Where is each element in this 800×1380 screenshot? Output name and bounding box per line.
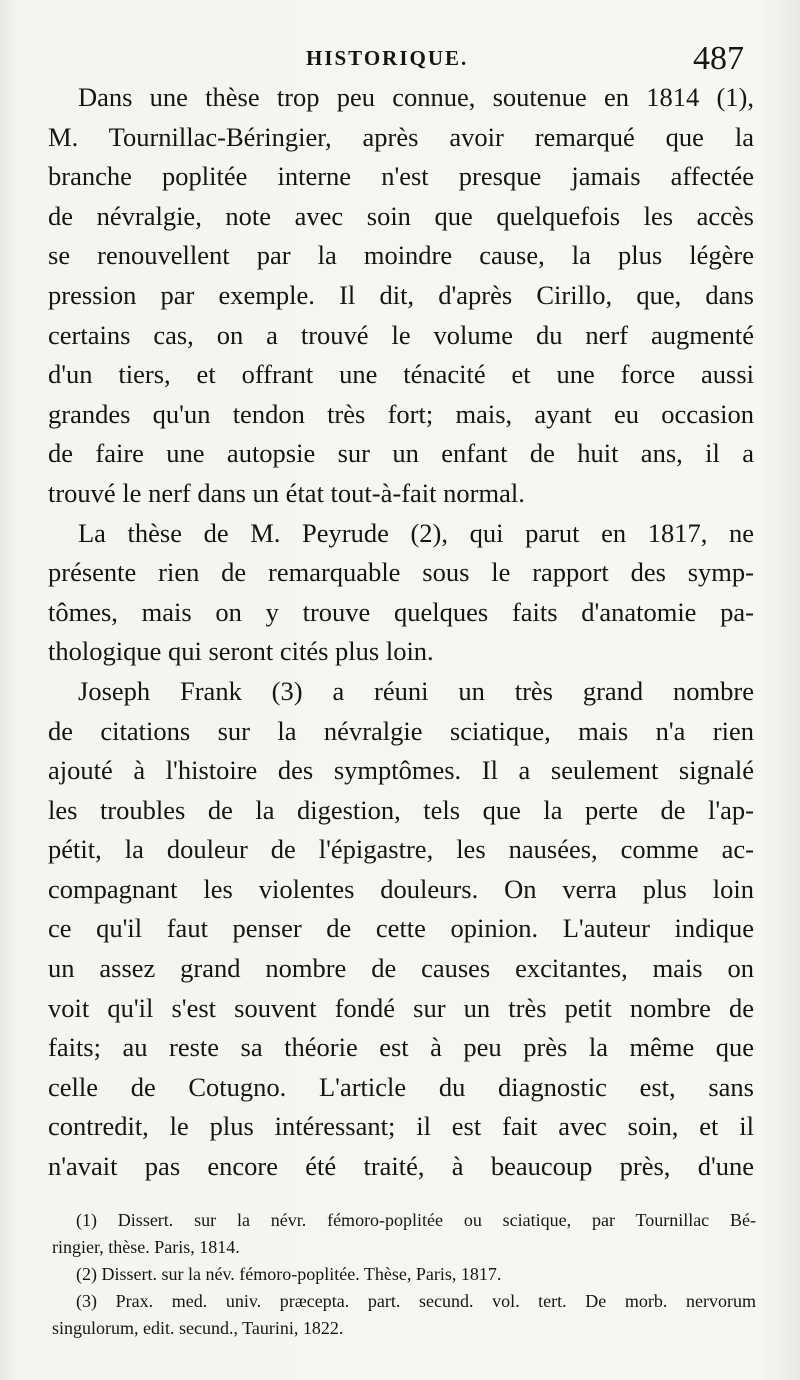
text-line: voit qu'il s'est souvent fondé sur un très petit nombre de bbox=[48, 992, 754, 1023]
footnote-line: singulorum, edit. secund., Taurini, 1822. bbox=[52, 1318, 344, 1338]
text-line: n'avait pas encore été traité, à beaucoup près, d'une bbox=[48, 1151, 754, 1182]
text-line: M. Tournillac-Béringier, après avoir remarqué que la bbox=[48, 121, 754, 152]
text-line: Joseph Frank (3) a réuni un très grand nombre bbox=[78, 675, 754, 706]
text-line: d'un tiers, et offrant une ténacité et une force aussi bbox=[48, 359, 754, 390]
text-line: de citations sur la névralgie sciatique, mais n'a rien bbox=[48, 715, 754, 746]
text-line: ajouté à l'histoire des symptômes. Il a seulement signalé bbox=[48, 755, 754, 786]
running-head: HISTORIQUE. bbox=[306, 46, 469, 70]
text-line: un assez grand nombre de causes excitantes, mais on bbox=[48, 953, 754, 984]
text-line: pétit, la douleur de l'épigastre, les nausées, comme ac- bbox=[48, 834, 754, 865]
footnote-line: (2) Dissert. sur la név. fémoro-poplitée. Thèse, Paris, 1817. bbox=[76, 1264, 502, 1284]
text-line: thologique qui seront cités plus loin. bbox=[48, 636, 434, 667]
text-line: de névralgie, note avec soin que quelquefois les accès bbox=[48, 200, 754, 231]
text-line: trouvé le nerf dans un état tout-à-fait normal. bbox=[48, 477, 525, 508]
page-number: 487 bbox=[693, 40, 744, 77]
text-line: Dans une thèse trop peu connue, soutenue en 1814 (1), bbox=[78, 82, 754, 112]
text-line: celle de Cotugno. L'article du diagnostic est, sans bbox=[48, 1071, 754, 1102]
footnote-line: (3) Prax. med. univ. præcepta. part. secund. vol. tert. De morb. nervorum bbox=[76, 1291, 756, 1311]
text-line: présente rien de remarquable sous le rapport des symp- bbox=[48, 557, 754, 588]
page-header bbox=[48, 40, 748, 80]
text-line: tômes, mais on y trouve quelques faits d'anatomie pa- bbox=[48, 596, 754, 627]
text-line: de faire une autopsie sur un enfant de huit ans, il a bbox=[48, 438, 754, 469]
text-line: contredit, le plus intéressant; il est fait avec soin, et il bbox=[48, 1111, 754, 1142]
footnotes bbox=[52, 1207, 756, 1342]
footnote-line: (1) Dissert. sur la névr. fémoro-poplitée ou sciatique, par Tournillac Bé- bbox=[76, 1210, 756, 1230]
text-line: certains cas, on a trouvé le volume du nerf augmenté bbox=[48, 319, 754, 350]
text-line: compagnant les violentes douleurs. On verra plus loin bbox=[48, 873, 754, 904]
text-line: faits; au reste sa théorie est à peu près la même que bbox=[48, 1032, 754, 1063]
text-line: branche poplitée interne n'est presque jamais affectée bbox=[48, 161, 754, 192]
footnote-line: ringier, thèse. Paris, 1814. bbox=[52, 1237, 240, 1257]
body-text bbox=[48, 78, 754, 1187]
text-line: ce qu'il faut penser de cette opinion. L'auteur indique bbox=[48, 913, 754, 944]
text-line: pression par exemple. Il dit, d'après Cirillo, que, dans bbox=[48, 279, 754, 310]
text-line: les troubles de la digestion, tels que la perte de l'ap- bbox=[48, 794, 754, 825]
text-line: grandes qu'un tendon très fort; mais, ayant eu occasion bbox=[48, 398, 754, 429]
text-line: La thèse de M. Peyrude (2), qui parut en 1817, ne bbox=[78, 517, 754, 548]
text-line: se renouvellent par la moindre cause, la plus légère bbox=[48, 240, 754, 271]
